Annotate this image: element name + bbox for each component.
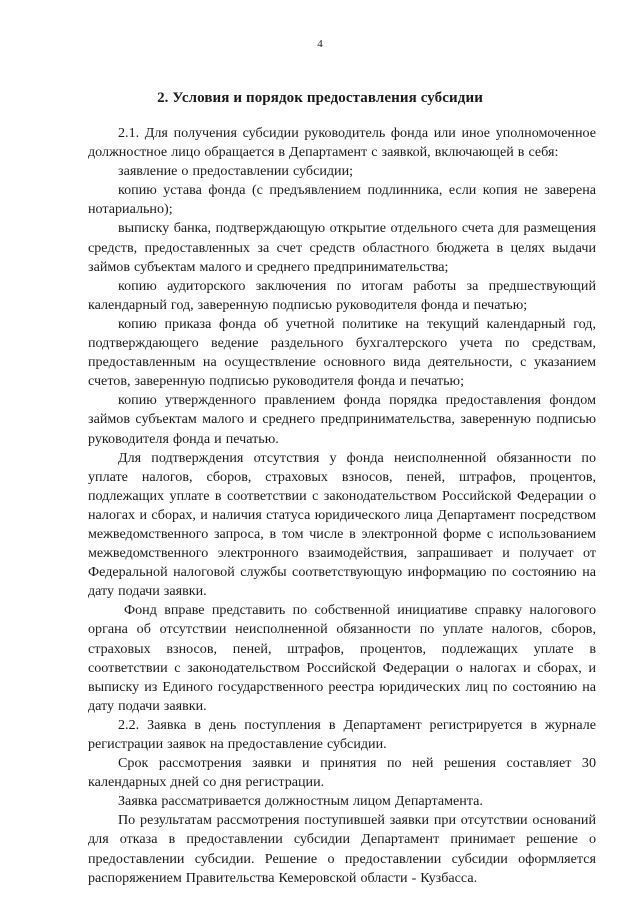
paragraph: По результатам рассмотрения поступившей заявки при отсутствии оснований для отказа в предоставлении субсидии Департамент принимает решение о предоставлении субсидии. Решение о предоставлении субсидии оформляется распоряжением Правительства Кемеровской области - Кузбасса. <box>88 812 596 886</box>
document-body <box>88 124 596 888</box>
page-number: 4 <box>317 38 323 50</box>
paragraph: 2.1. Для получения субсидии руководитель фонда или иное уполномоченное должностное лицо обращается в Департамент с заявкой, включающей в себя: <box>88 125 596 161</box>
paragraph: заявление о предоставлении субсидии; <box>118 163 354 180</box>
paragraph: Для подтверждения отсутствия у фонда неисполненной обязанности по уплате налогов, сборов, страховых взносов, пеней, штрафов, процентов, подлежащих уплате в соответствии с законодательством Российской Федерации о налогах и сборах, и наличия статуса юридического лица Департамент посредством межведомственного запроса, в том числе в электронной форме с использованием межведомственного электронного взаимодействия, запрашивает и получает от Федеральной налоговой службы соответствующую информацию по состоянию на дату подачи заявки. <box>88 449 596 600</box>
paragraph: 2.2. Заявка в день поступления в Департамент регистрируется в журнале регистрации заявок на предоставление субсидии. <box>88 716 596 752</box>
paragraph: копию аудиторского заключения по итогам работы за предшествующий календарный год, заверенную подписью руководителя фонда и печатью; <box>88 277 596 313</box>
paragraph: Срок рассмотрения заявки и принятия по ней решения составляет 30 календарных дней со дня регистрации. <box>88 755 596 791</box>
paragraph: Фонд вправе представить по собственной инициативе справку налогового органа об отсутствии неисполненной обязанности по уплате налогов, сборов, страховых взносов, пеней, штрафов, процентов, подлежащих уплате в соответствии с законодательством Российской Федерации о налогах и сборах, и выписку из Единого государственного реестра юридических лиц по состоянию на дату подачи заявки. <box>88 602 596 714</box>
section-title: 2. Условия и порядок предоставления субсидии <box>157 90 483 106</box>
paragraph: копию утвержденного правлением фонда порядка предоставления фондом займов субъектам малого и среднего предпринимательства, заверенную подписью руководителя фонда и печатью. <box>88 392 596 447</box>
paragraph: Заявка рассматривается должностным лицом Департамента. <box>118 793 483 810</box>
paragraph: выписку банка, подтверждающую открытие отдельного счета для размещения средств, предоставленных за счет средств областного бюджета в целях выдачи займов субъектам малого и среднего предпринимательства; <box>88 220 596 275</box>
paragraph: копию приказа фонда об учетной политике на текущий календарный год, подтверждающего ведение раздельного бухгалтерского учета по средствам, предоставленным на осуществление основного вида деятельности, с указанием счетов, заверенную подписью руководителя фонда и печатью; <box>88 315 596 390</box>
paragraph: копию устава фонда (с предъявлением подлинника, если копия не заверена нотариально); <box>88 182 596 218</box>
